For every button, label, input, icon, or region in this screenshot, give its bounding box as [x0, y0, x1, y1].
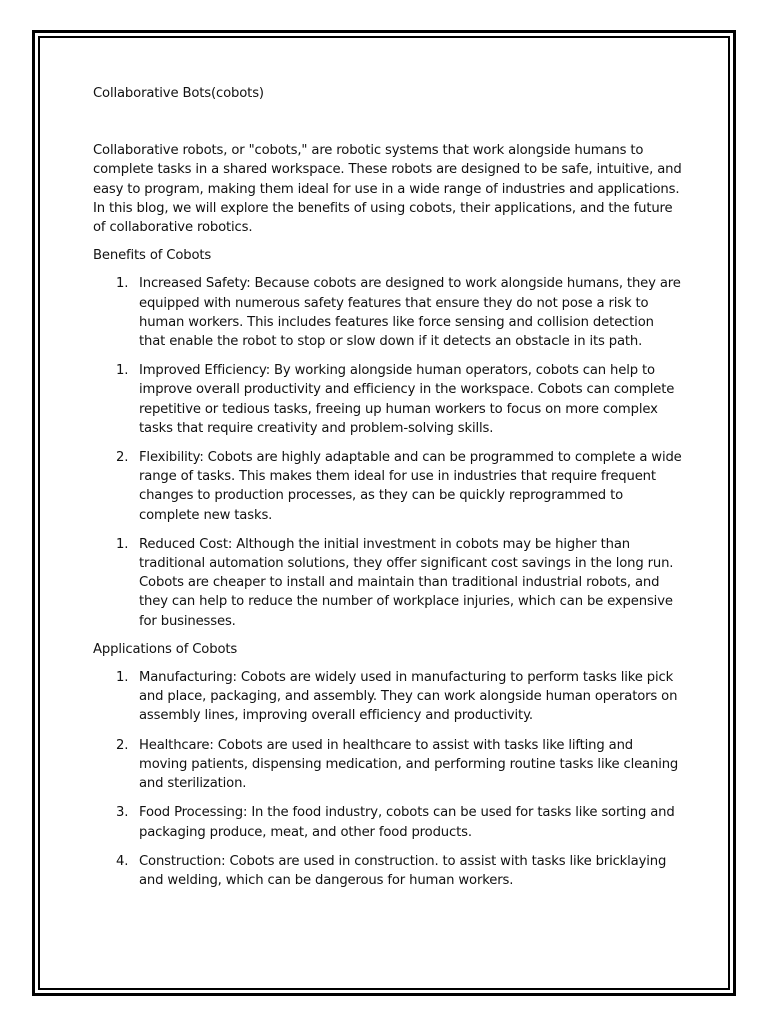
list-item-text: Food Processing: In the food industry, cobots can be used for tasks like sorting and packaging produce, meat, and other food products.: [139, 805, 675, 840]
list-item-text: Manufacturing: Cobots are widely used in manufacturing to perform tasks like pick and place, packaging, and assembly. They can work alongside human operators on assembly lines, improving overall efficiency and productivity.: [139, 670, 678, 724]
list-item: [93, 448, 683, 525]
list-number: 1.: [116, 363, 129, 379]
benefits-list: [93, 274, 683, 630]
list-number: 1.: [116, 536, 129, 552]
list-item: [93, 803, 683, 841]
document-content: [93, 84, 683, 890]
list-item: [93, 361, 683, 438]
list-number: 1.: [116, 276, 129, 292]
intro-paragraph: Collaborative robots, or "cobots," are robotic systems that work alongside humans to complete tasks in a shared workspace. These robots are designed to be safe, intuitive, and easy to program, making them ideal for use in a wide range of industries and applications. In this blog, we will explore the benefits of using cobots, their applications, and the future of collaborative robotics.: [93, 143, 682, 236]
list-number: 1.: [116, 670, 129, 686]
list-item-text: Reduced Cost: Although the initial investment in cobots may be higher than traditional automation solutions, they offer significant cost savings in the long run. Cobots are cheaper to install and maintain than traditional industrial robots, and they can help to reduce the number of workplace injuries, which can be expensive for businesses.: [139, 536, 674, 629]
list-item: [93, 535, 683, 631]
list-item-text: Construction: Cobots are used in construction. to assist with tasks like bricklaying and welding, which can be dangerous for human workers.: [139, 853, 667, 888]
list-item: [93, 852, 683, 890]
list-item: [93, 736, 683, 794]
list-item-text: Healthcare: Cobots are used in healthcare to assist with tasks like lifting and moving patients, dispensing medication, and performing routine tasks like cleaning and sterilization.: [139, 737, 679, 792]
list-item: [93, 668, 683, 726]
document-title: Collaborative Bots(cobots): [93, 86, 264, 101]
list-item: [93, 274, 683, 351]
list-number: 2.: [116, 737, 129, 753]
list-item-text: Flexibility: Cobots are highly adaptable and can be programmed to complete a wide range of tasks. This makes them ideal for use in industries that require frequent changes to production processes, as they can be quickly reprogrammed to complete new tasks.: [139, 450, 682, 523]
applications-list: [93, 668, 683, 890]
benefits-heading: Benefits of Cobots: [93, 248, 212, 264]
list-number: 3.: [116, 805, 129, 821]
list-number: 2.: [116, 450, 129, 466]
applications-heading: Applications of Cobots: [93, 641, 238, 657]
list-item-text: Increased Safety: Because cobots are designed to work alongside humans, they are equipped with numerous safety features that ensure they do not pose a risk to human workers. This includes features like force sensing and collision detection that enable the robot to stop or slow down if it detects an obstacle in its path.: [139, 276, 681, 350]
list-number: 4.: [116, 853, 129, 869]
list-item-text: Improved Efficiency: By working alongside human operators, cobots can help to improve overall productivity and efficiency in the workspace. Cobots can complete repetitive or tedious tasks, freeing up human workers to focus on more complex tasks that require creativity and problem-solving skills.: [139, 363, 675, 436]
